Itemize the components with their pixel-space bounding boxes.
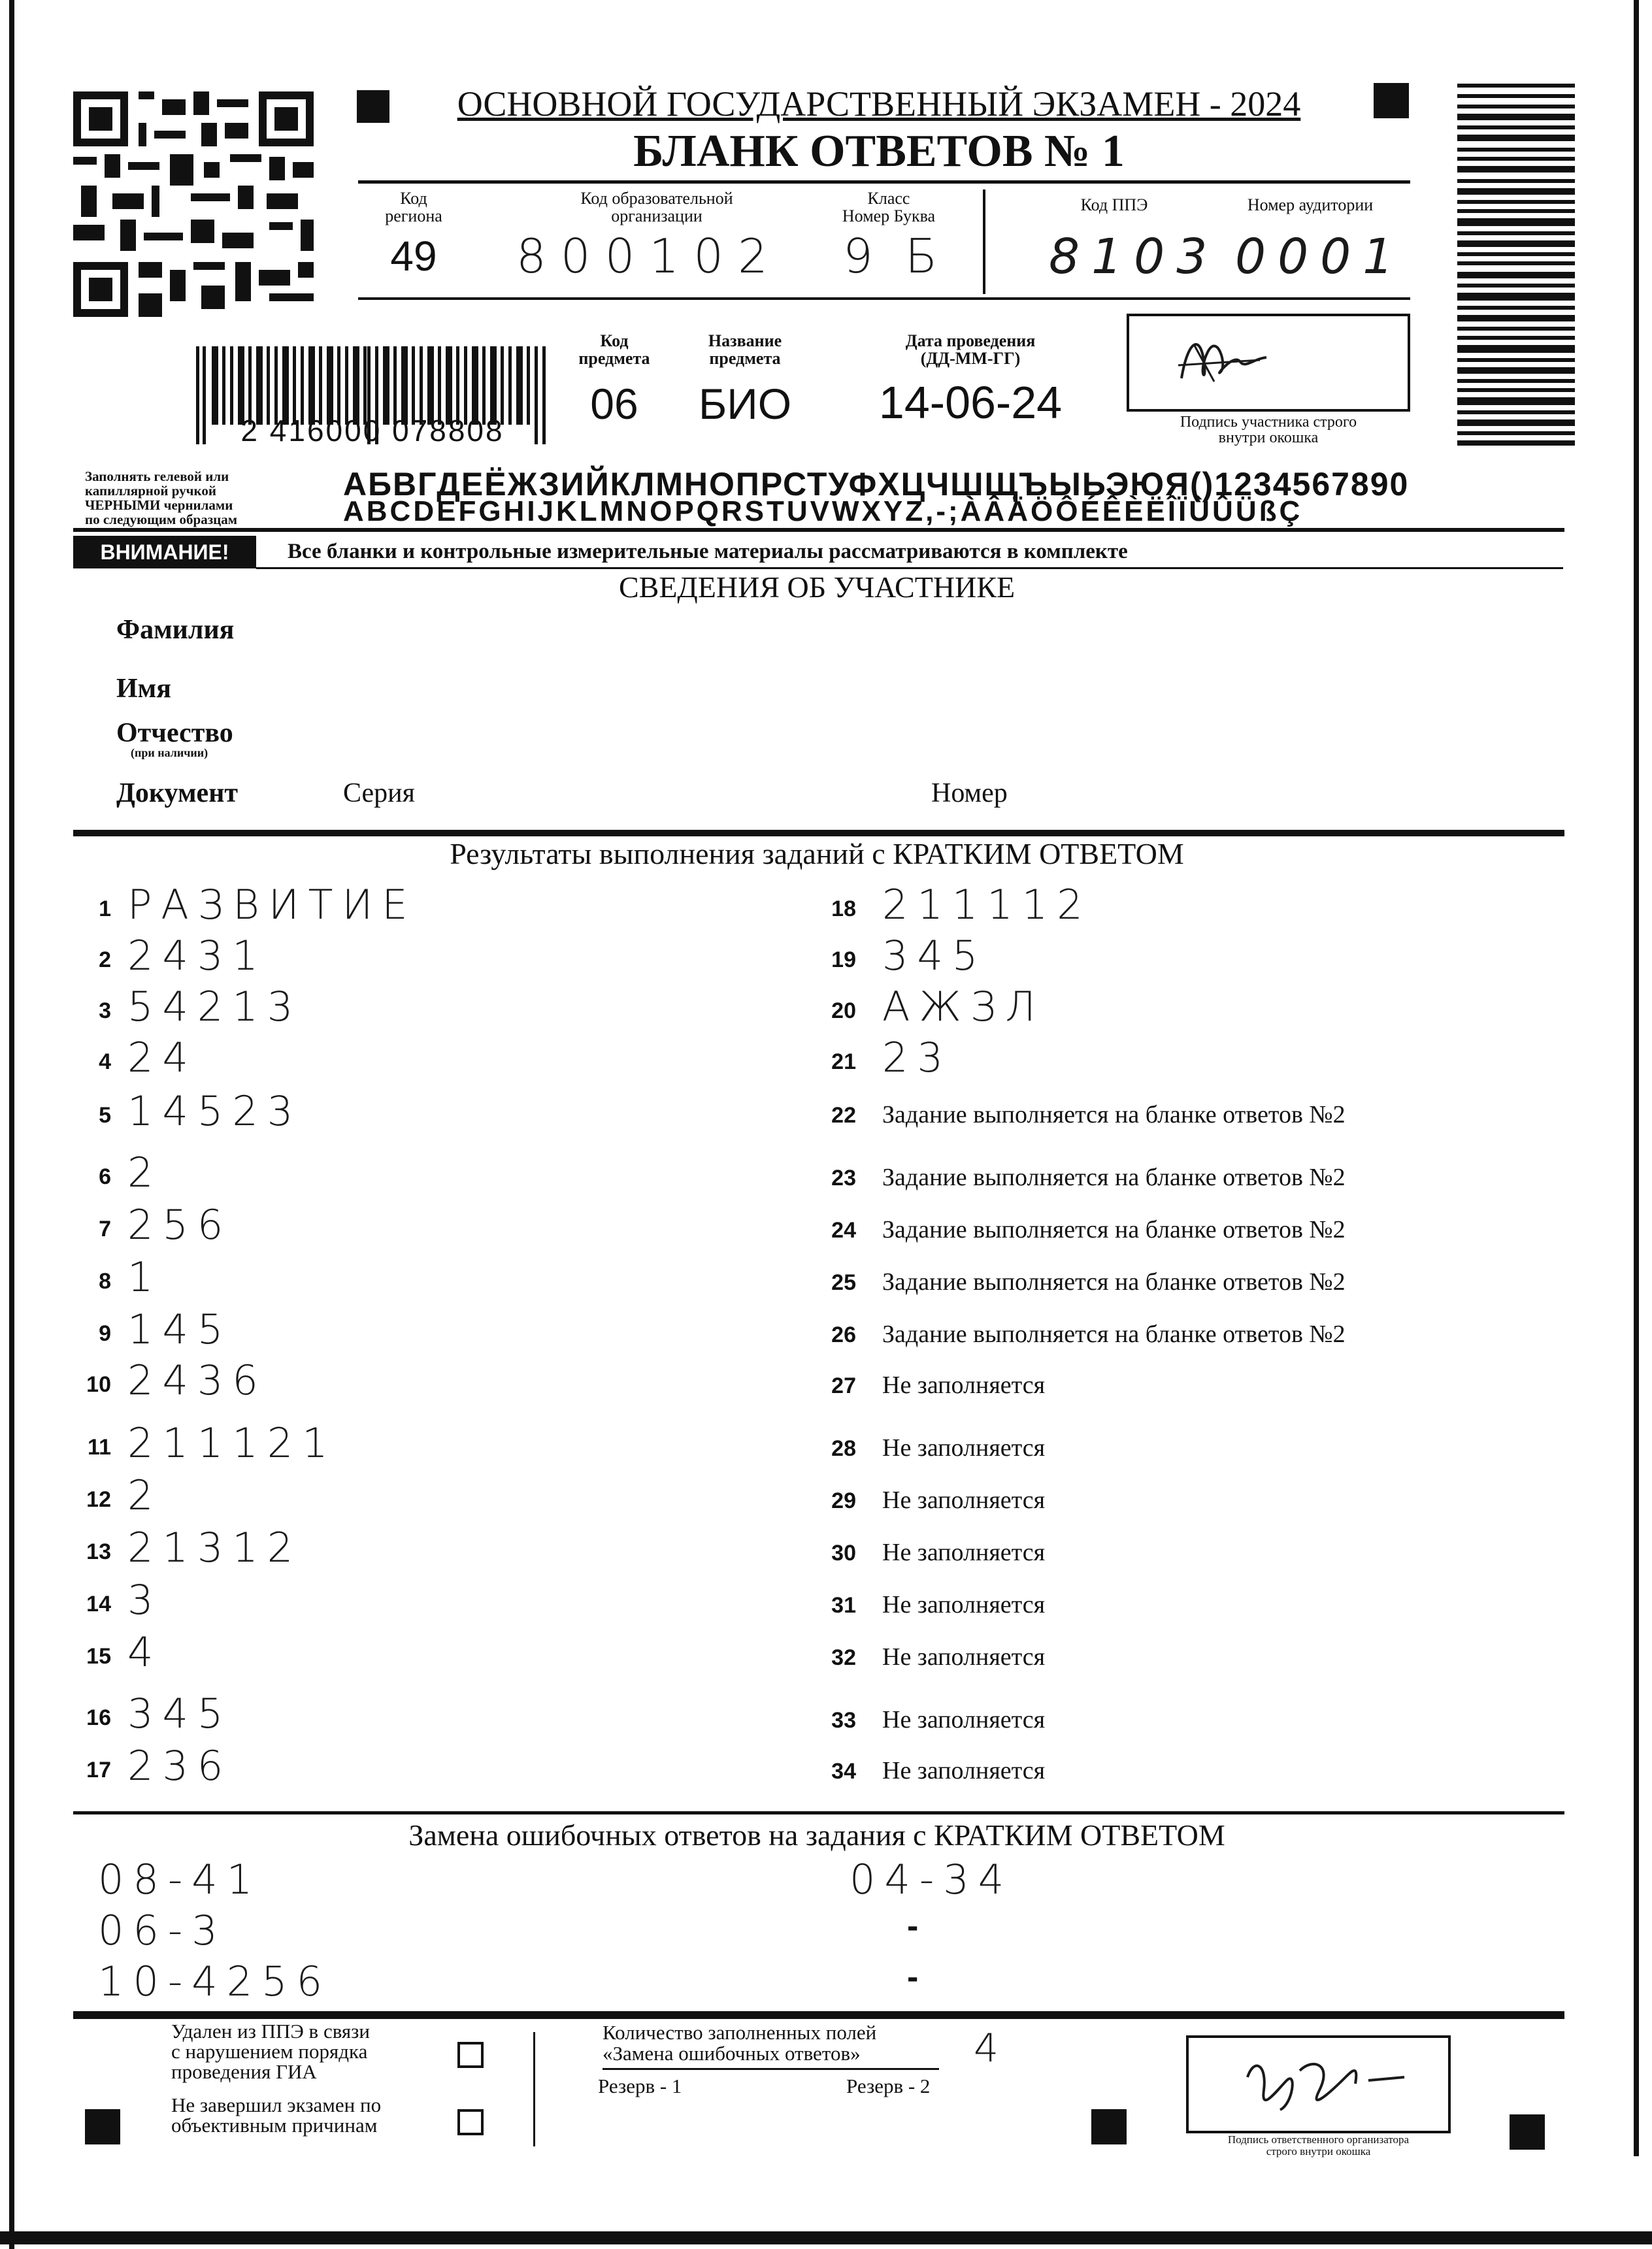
document-label: Документ bbox=[116, 778, 239, 808]
task-answer[interactable]: 23 bbox=[882, 1034, 952, 1081]
exam-title: ОСНОВНОЙ ГОСУДАРСТВЕННЫЙ ЭКЗАМЕН - 2024 bbox=[457, 84, 1301, 123]
task-number: 15 bbox=[86, 1644, 111, 1669]
org-code-value: 800102 bbox=[516, 229, 782, 284]
task-number: 1 bbox=[99, 896, 111, 921]
task-number: 14 bbox=[86, 1592, 111, 1617]
replacement-entry[interactable]: 10-4256 bbox=[98, 1958, 332, 2005]
task-number: 29 bbox=[831, 1488, 856, 1513]
task-note: Не заполняется bbox=[882, 1706, 1046, 1733]
task-number: 26 bbox=[831, 1322, 856, 1347]
footer-divider bbox=[533, 2032, 535, 2146]
participant-signature-caption: Подпись участника строго внутри окошка bbox=[1180, 414, 1357, 446]
task-note: Не заполняется bbox=[882, 1643, 1046, 1671]
alignment-mark-bottom-left bbox=[85, 2109, 120, 2144]
task-answer[interactable]: 4 bbox=[127, 1628, 163, 1676]
patronymic-note: (при наличии) bbox=[131, 746, 208, 759]
subject-name-value: БИО bbox=[698, 380, 792, 428]
task-number: 13 bbox=[86, 1539, 111, 1564]
task-answer[interactable]: АЖЗЛ bbox=[882, 983, 1045, 1030]
name-label: Имя bbox=[116, 674, 171, 704]
results-title: Результаты выполнения заданий с КРАТКИМ ОТВЕТОМ bbox=[450, 837, 1184, 870]
task-answer[interactable]: 2436 bbox=[127, 1356, 267, 1404]
task-answer[interactable]: 24 bbox=[127, 1034, 197, 1081]
task-answer[interactable]: 3 bbox=[127, 1576, 163, 1624]
unfinished-checkbox[interactable] bbox=[457, 2109, 484, 2135]
participant-rule bbox=[73, 830, 1564, 836]
task-number: 22 bbox=[831, 1103, 856, 1128]
task-number: 7 bbox=[99, 1217, 111, 1241]
side-barcode bbox=[1457, 84, 1575, 450]
class-letter: Б bbox=[905, 229, 947, 284]
removed-label: Удален из ППЭ в связи с нарушением порядка проведения ГИА bbox=[171, 2020, 371, 2083]
task-answer[interactable]: 2431 bbox=[127, 932, 267, 979]
task-number: 21 bbox=[831, 1049, 856, 1074]
page-bottom-bar bbox=[0, 2231, 1652, 2244]
alignment-mark-bottom-middle bbox=[1091, 2109, 1127, 2144]
count-rule bbox=[603, 2068, 939, 2070]
task-number: 16 bbox=[86, 1705, 111, 1730]
task-number: 11 bbox=[88, 1435, 111, 1460]
task-number: 17 bbox=[86, 1758, 111, 1782]
org-code-label: Код образовательной организации bbox=[580, 189, 733, 225]
task-answer[interactable]: РАЗВИТИЕ bbox=[127, 881, 417, 928]
surname-label: Фамилия bbox=[116, 615, 235, 645]
page-edge-line bbox=[9, 0, 14, 2249]
removed-checkbox[interactable] bbox=[457, 2042, 484, 2068]
unfinished-label: Не завершил экзамен по объективным причинам bbox=[171, 2093, 382, 2137]
sample-rule bbox=[73, 528, 1564, 532]
task-number: 9 bbox=[99, 1321, 111, 1346]
task-number: 25 bbox=[831, 1270, 856, 1295]
fill-instruction: Заполнять гелевой или капиллярной ручкой ЧЕРНЫМИ чернилами по следующим образцам bbox=[85, 468, 238, 527]
task-note: Задание выполняется на бланке ответов №2 bbox=[882, 1268, 1346, 1296]
replacement-entry[interactable]: - bbox=[907, 1958, 919, 1996]
organizer-signature-box[interactable] bbox=[1186, 2035, 1451, 2133]
organizer-signature-caption: Подпись ответственного организатора строго внутри окошка bbox=[1227, 2133, 1410, 2158]
task-note: Не заполняется bbox=[882, 1486, 1046, 1514]
task-answer[interactable]: 345 bbox=[127, 1690, 233, 1737]
replacement-count-value[interactable]: 4 bbox=[974, 2026, 1008, 2071]
task-answer[interactable]: 236 bbox=[127, 1742, 233, 1790]
task-answer[interactable]: 2 bbox=[127, 1471, 163, 1519]
task-answer[interactable]: 1 bbox=[127, 1253, 163, 1301]
reserve-1-label: Резерв - 1 bbox=[598, 2075, 682, 2097]
class-label: Класс Номер Буква bbox=[842, 189, 936, 225]
reserve-2-label: Резерв - 2 bbox=[846, 2075, 931, 2097]
task-note: Не заполняется bbox=[882, 1434, 1046, 1462]
patronymic-label: Отчество bbox=[116, 718, 233, 748]
organizer-signature bbox=[1241, 2051, 1424, 2123]
sample-row-cyrillic: АБВГДЕЁЖЗИЙКЛМНОПРСТУФХЦЧШЩЪЫЬЭЮЯ()1234567890 bbox=[343, 466, 1410, 502]
task-note: Задание выполняется на бланке ответов №2 bbox=[882, 1321, 1346, 1348]
qr-code bbox=[73, 91, 314, 317]
ppe-code-label: Код ППЭ bbox=[1080, 195, 1148, 214]
replacement-entry[interactable]: - bbox=[907, 1907, 919, 1945]
replacement-entry[interactable]: 08-41 bbox=[98, 1856, 262, 1903]
room-number-value: 0001 bbox=[1235, 229, 1406, 285]
task-answer[interactable]: 54213 bbox=[127, 983, 303, 1030]
task-number: 4 bbox=[99, 1049, 111, 1074]
task-number: 27 bbox=[831, 1373, 856, 1398]
barcode-number: 2 416000 078808 bbox=[240, 414, 504, 448]
task-number: 34 bbox=[831, 1759, 856, 1784]
warning-rule bbox=[256, 567, 1563, 569]
task-number: 30 bbox=[831, 1541, 856, 1566]
task-answer[interactable]: 145 bbox=[127, 1305, 233, 1353]
class-number: 9 bbox=[843, 229, 882, 284]
exam-date-label: Дата проведения (ДД-ММ-ГГ) bbox=[905, 331, 1036, 368]
document-number-label: Номер bbox=[931, 778, 1008, 808]
region-label: Код региона bbox=[385, 189, 442, 225]
task-answer[interactable]: 211121 bbox=[127, 1419, 337, 1467]
subject-name-label: Название предмета bbox=[708, 331, 782, 368]
subject-code-label: Код предмета bbox=[578, 331, 650, 368]
task-note: Задание выполняется на бланке ответов №2 bbox=[882, 1164, 1346, 1191]
room-number-label: Номер аудитории bbox=[1247, 195, 1374, 214]
header-rule bbox=[358, 180, 1410, 184]
participant-signature-box[interactable] bbox=[1127, 314, 1410, 412]
ppe-code-value: 8103 bbox=[1049, 229, 1219, 285]
codes-rule bbox=[358, 297, 1410, 300]
task-number: 33 bbox=[831, 1708, 856, 1733]
task-answer[interactable]: 14523 bbox=[127, 1087, 303, 1135]
subject-code-value: 06 bbox=[590, 380, 638, 428]
task-answer[interactable]: 345 bbox=[882, 932, 987, 979]
task-number: 28 bbox=[831, 1436, 856, 1461]
task-answer[interactable]: 21312 bbox=[127, 1524, 303, 1571]
task-note: Не заполняется bbox=[882, 1591, 1046, 1618]
task-number: 23 bbox=[831, 1166, 856, 1190]
results-rule bbox=[73, 1811, 1564, 1814]
alignment-mark-top-left bbox=[357, 90, 389, 123]
page-edge-right bbox=[1634, 0, 1639, 2156]
sample-row-latin: ABCDEFGHIJKLMNOPQRSTUVWXYZ,-;ÀÂÄÖÔÉÊÈËÎÏÙÛÜßÇ bbox=[343, 495, 1303, 527]
warning-badge: ВНИМАНИЕ! bbox=[73, 536, 256, 568]
task-number: 31 bbox=[831, 1593, 856, 1618]
task-number: 10 bbox=[86, 1372, 111, 1397]
exam-date-value: 14-06-24 bbox=[878, 377, 1063, 428]
warning-text: Все бланки и контрольные измерительные материалы рассматриваются в комплекте bbox=[288, 540, 1128, 563]
region-value: 49 bbox=[390, 233, 437, 280]
task-answer[interactable]: 256 bbox=[127, 1201, 233, 1249]
task-answer[interactable]: 2 bbox=[127, 1149, 163, 1196]
replacement-title: Замена ошибочных ответов на задания с КРАТКИМ ОТВЕТОМ bbox=[408, 1818, 1225, 1852]
task-number: 32 bbox=[831, 1645, 856, 1670]
task-note: Не заполняется bbox=[882, 1371, 1046, 1399]
form-title: БЛАНК ОТВЕТОВ № 1 bbox=[633, 126, 1125, 176]
task-note: Не заполняется bbox=[882, 1539, 1046, 1566]
task-number: 19 bbox=[831, 947, 856, 972]
task-note: Не заполняется bbox=[882, 1757, 1046, 1784]
participant-section-title: СВЕДЕНИЯ ОБ УЧАСТНИКЕ bbox=[618, 570, 1016, 604]
task-number: 6 bbox=[99, 1164, 111, 1189]
alignment-mark-top-right bbox=[1374, 83, 1409, 118]
task-note: Задание выполняется на бланке ответов №2 bbox=[882, 1216, 1346, 1243]
replacement-entry[interactable]: 04-34 bbox=[850, 1856, 1014, 1903]
task-number: 5 bbox=[99, 1103, 111, 1128]
task-number: 20 bbox=[831, 998, 856, 1023]
task-number: 24 bbox=[831, 1218, 856, 1243]
task-number: 12 bbox=[86, 1487, 111, 1512]
replacement-entry[interactable]: 06-3 bbox=[98, 1907, 227, 1954]
task-note: Задание выполняется на бланке ответов №2 bbox=[882, 1101, 1346, 1128]
codes-divider bbox=[983, 189, 985, 294]
task-number: 8 bbox=[99, 1269, 111, 1294]
participant-signature bbox=[1168, 326, 1273, 398]
document-series-label: Серия bbox=[343, 778, 415, 808]
replacement-rule bbox=[73, 2011, 1564, 2019]
task-number: 18 bbox=[831, 896, 856, 921]
replacement-count-label: Количество заполненных полей «Замена ошибочных ответов» bbox=[603, 2021, 877, 2065]
task-number: 2 bbox=[99, 947, 111, 972]
task-number: 3 bbox=[99, 998, 111, 1023]
task-answer[interactable]: 211112 bbox=[882, 881, 1092, 928]
alignment-mark-bottom-right bbox=[1510, 2114, 1545, 2150]
